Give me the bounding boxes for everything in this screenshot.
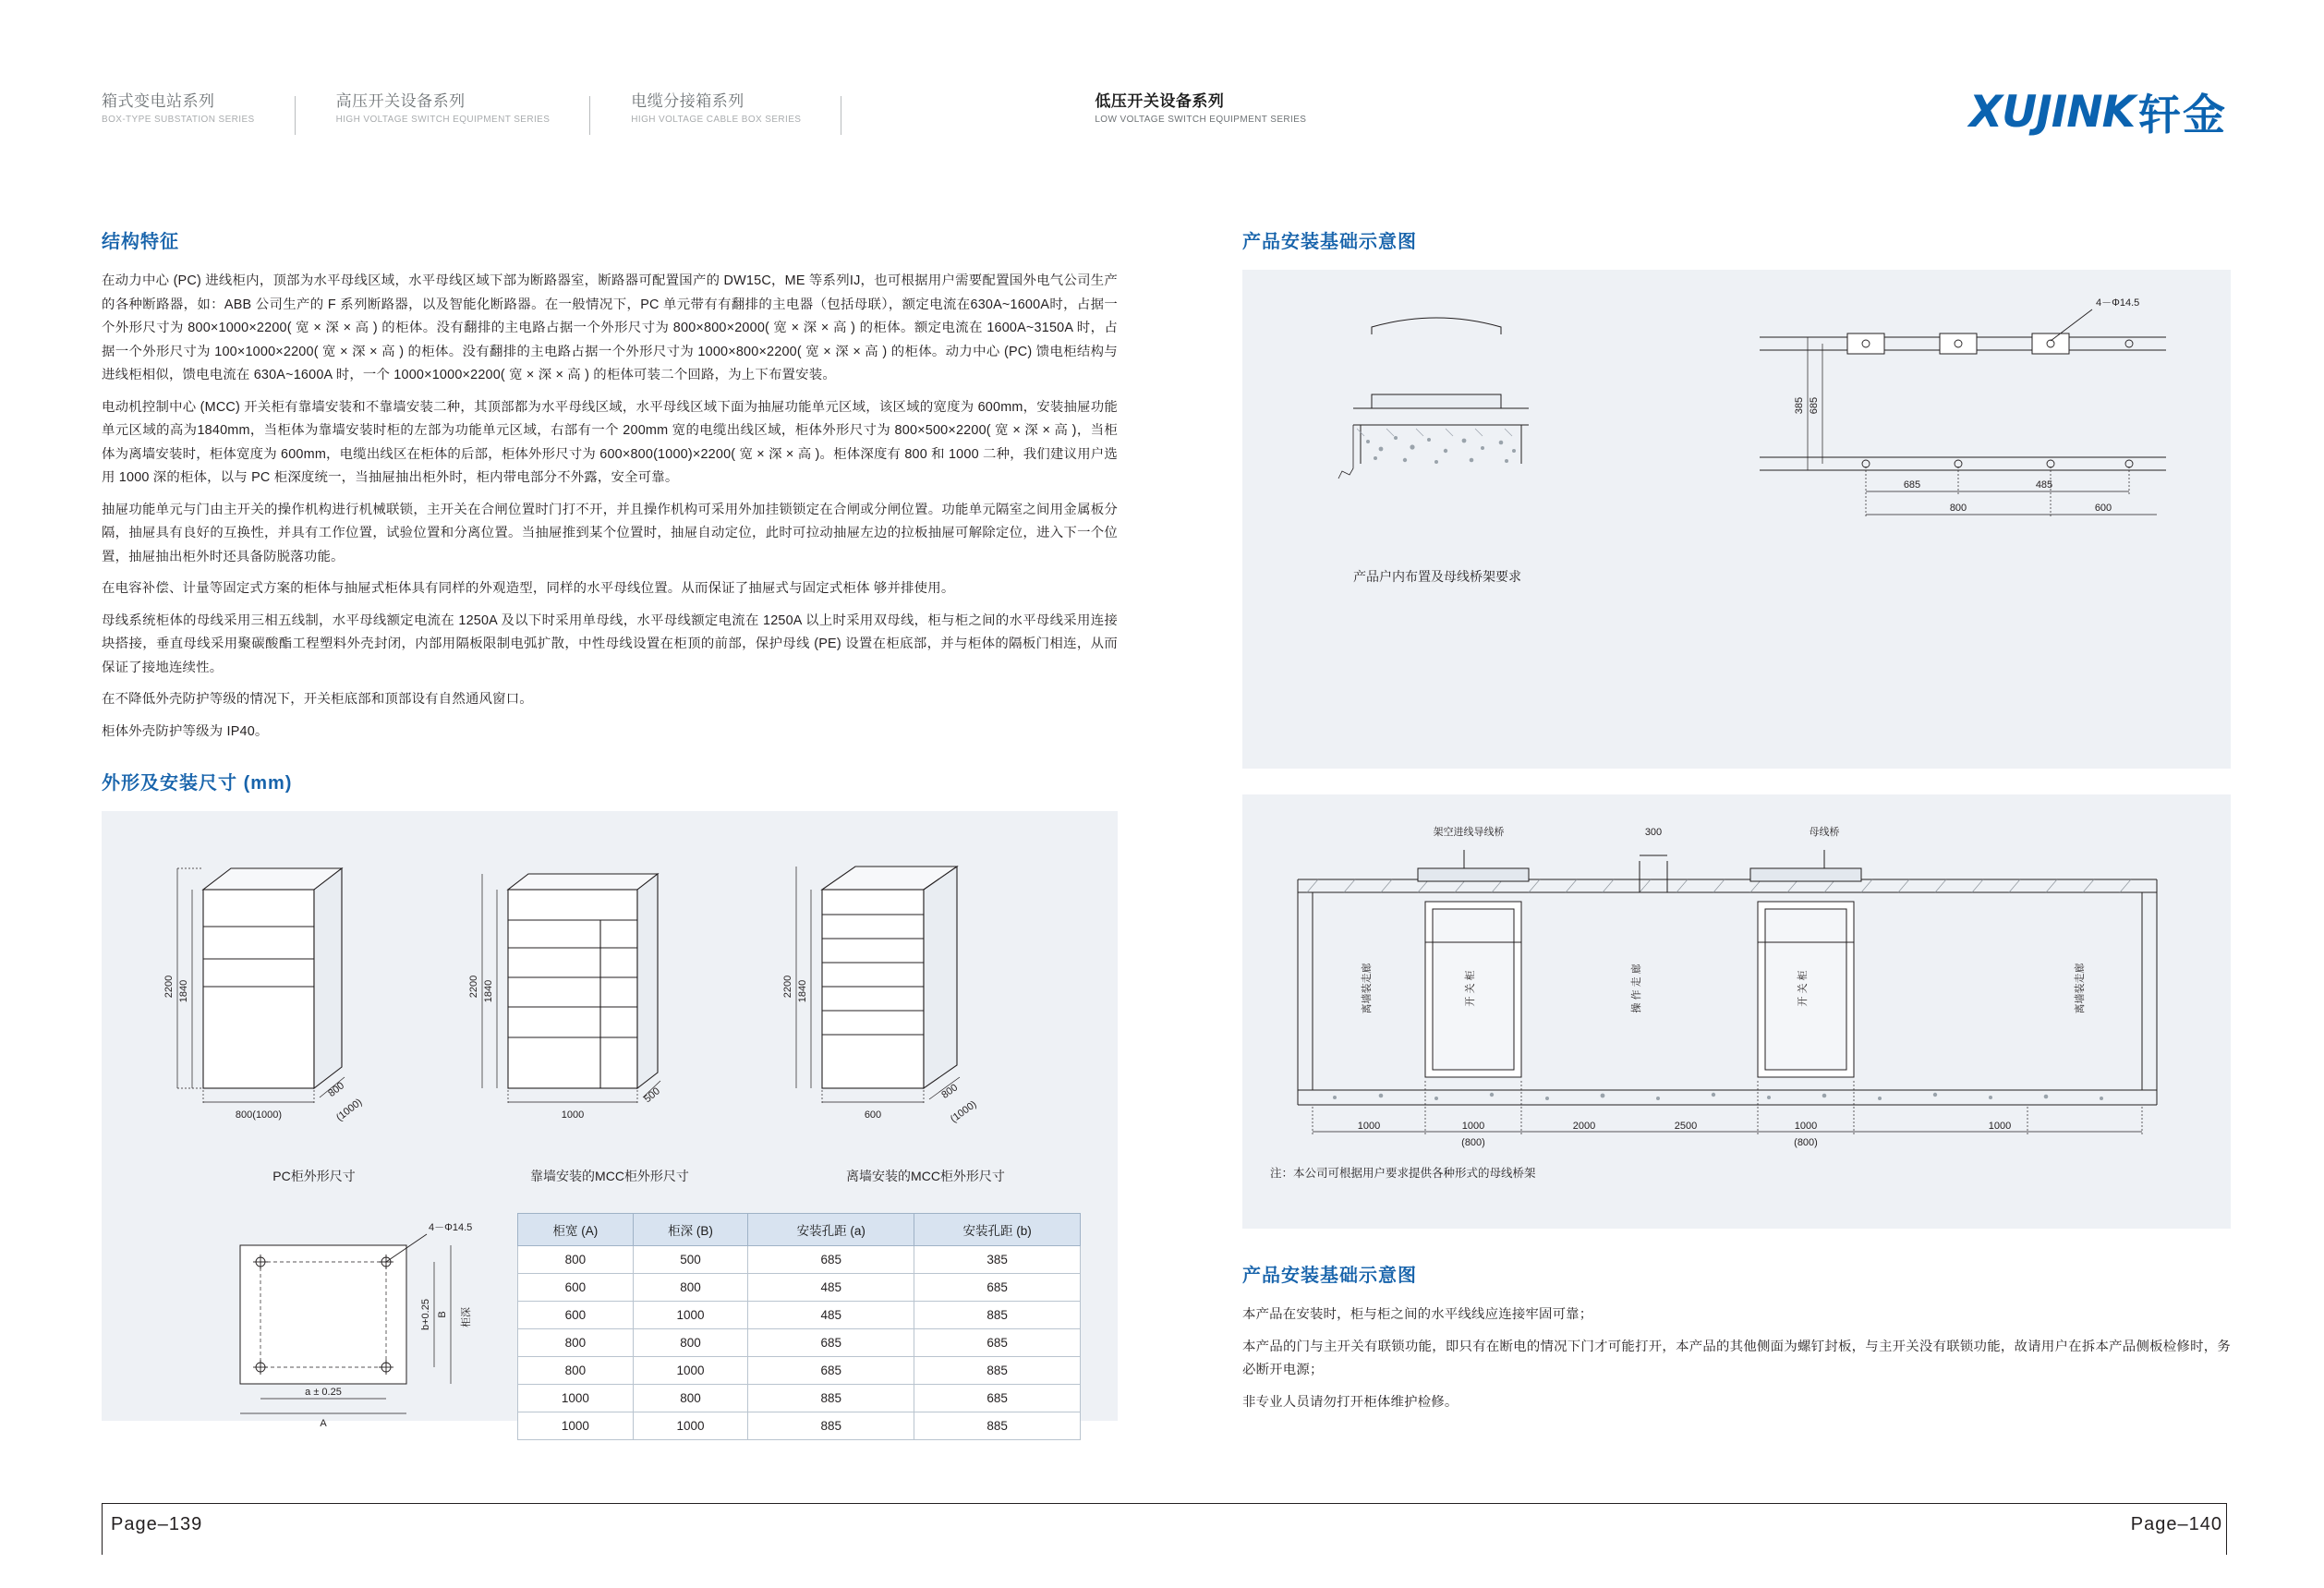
mcc-free-height-inner: 1840 [797,979,808,1003]
layout-label-overhead-bridge: 架空进线导线桥 [1433,827,1505,838]
table-cell: 1000 [633,1357,748,1385]
base-dim-depth-cn: 柜深 [461,1307,472,1327]
table-cell: 685 [748,1329,914,1357]
pc-depth: 800 [326,1080,347,1100]
table-cell: 1000 [633,1412,748,1440]
header-tab-label-cn: 箱式变电站系列 [102,92,215,110]
layout-label-corridor-right: 离墙装走廊 [2075,963,2086,1014]
table-cell: 1000 [518,1385,634,1412]
header-tab-cable-box[interactable] [631,92,841,127]
table-cell: 885 [748,1385,914,1412]
paragraph: 柜体外壳防护等级为 IP40。 [102,723,269,739]
footer-tick-left [102,1504,103,1555]
table-header-cell: 安装孔距 (b) [914,1214,1081,1246]
header-tab-label-en: HIGH VOLTAGE CABLE BOX SERIES [631,115,802,125]
header-tab-label-cn: 电缆分接箱系列 [631,92,744,110]
room-layout-panel [1242,794,2231,1229]
header-tab-label-en: LOW VOLTAGE SWITCH EQUIPMENT SERIES [1095,115,1307,125]
dimension-table [517,1213,1081,1440]
table-cell: 500 [633,1246,748,1274]
foundation-dim-v1: 685 [1809,396,1820,415]
foundation-section-caption: 产品户内布置及母线桥架要求 [1353,569,1521,584]
foundation-dim-v2: 385 [1794,396,1805,415]
foundation-plan-drawing [1723,293,2203,579]
table-row [518,1329,1081,1357]
page-number-right: Page–140 [2130,1514,2222,1534]
mcc-free-depth-alt: (1000) [948,1098,979,1125]
paragraph: 抽屉功能单元与门由主开关的操作机构进行机械联锁，主开关在合闸位置时门打不开，并且操作机构可采用外加挂锁锁定在合闸或分闸位置。功能单元隔室之间用金属板分隔，抽屉具有良好的互换性，并具有工作位置，试验位置和分离位置。当抽屉推到某个位置时，抽屉自动定位，此时可拉动抽屉左边的拉板抽屉可解除定位，进入下一个位置，抽屉抽出柜外时还具备防脱落功能。 [102,502,1118,564]
table-cell: 385 [914,1246,1081,1274]
table-row [518,1246,1081,1274]
paragraph: 在不降低外壳防护等级的情况下，开关柜底部和顶部设有自然通风窗口。 [102,692,533,707]
section-title-structure: 结构特征 [102,232,179,252]
paragraph: 非专业人员请勿打开柜体维护检修。 [1242,1394,1459,1410]
page-number-left: Page–139 [111,1514,203,1534]
header-tab-label-cn: 低压开关设备系列 [1095,92,1225,110]
brand-logo-cn: 轩金 [2138,91,2227,139]
table-cell: 685 [748,1357,914,1385]
section-title-dimensions [102,768,1118,794]
mcc-free-width: 600 [864,1109,882,1121]
paragraph: 在动力中心 (PC) 进线柜内，顶部为水平母线区域，水平母线区域下部为断路器室，断路器可配置国产的 DW15C，ME 等系列IJ，也可根据用户需要配置国外电气公司生产的各种断路器，如：ABB 公司生产的 F 系列断路器，以及智能化断路器。在一般情况下，PC 单元带有有翻排的主电器（包括母联），额定电流在630A~1600A时，占据一个外形尺寸为 800×1000×2200( 宽 × 深 × 高 ) 的柜体。没有翻排的主电路占据一个外形尺寸为 800×800×2000( 宽 × 深 × 高 ) 的柜体。额定电流在 1600A~3150A 时，占据一个外形尺寸为 100×1000×2200( 宽 × 深 × 高 ) 的柜体。没有翻排的主电路占据一个外形尺寸为 1000×800×2200( 宽 × 深 × 高 ) 的柜体。动力中心 (PC) 馈电柜结构与进线柜相似，馈电电流在 630A~1600A 时，一个 1000×1000×2200( 宽 × 深 × 高 ) 的柜体可装二个回路，为上下布置安装。 [102,273,1118,382]
pc-depth-alt: (1000) [333,1097,365,1124]
table-header-cell: 安装孔距 (a) [748,1214,914,1246]
layout-label-operation-corridor: 操 作 走 廊 [1631,964,1642,1013]
mcc-wall-width: 1000 [561,1109,585,1121]
table-cell: 600 [518,1302,634,1329]
foundation-dim-h2: 485 [2035,479,2053,491]
pc-height-inner: 1840 [178,979,189,1003]
right-column [1242,226,2231,1423]
layout-note: 注：本公司可根据用户要求提供各种形式的母线桥架 [1270,1167,1536,1180]
table-cell: 685 [914,1329,1081,1357]
header-tab-lv-switch[interactable] [1095,92,1347,127]
table-header-row [518,1214,1081,1246]
table-cell: 485 [748,1302,914,1329]
paragraph: 母线系统柜体的母线采用三相五线制，水平母线额定电流在 1250A 及以下时采用单母线，水平母线额定电流在 1250A 以上时采用双母线，柜与柜之间的水平母线采用连接块搭接，垂直母线采用聚碳酸酯工程塑料外壳封闭，内部用隔板限制电弧扩散，中性母线设置在柜顶的前部，保护母线 (PE) 设置在柜底部，并与柜体的隔板门相连，从而保证了接地连续性。 [102,612,1118,675]
foundation-hole-label: 4－Φ14.5 [2096,297,2140,309]
foundation-dim-h1: 685 [1903,479,1921,491]
section-title-installation: 产品安装基础示意图 [1242,1266,1417,1286]
layout-label-switchgear-left: 开 关 柜 [1465,970,1476,1007]
table-cell: 800 [518,1329,634,1357]
paragraph: 本产品的门与主开关有联锁功能，即只有在断电的情况下门才可能打开，本产品的其他侧面为螺钉封板，与主开关没有联锁功能，故请用户在拆本产品侧板检修时，务必断开电源； [1242,1339,2231,1377]
header-tab-label-en: BOX-TYPE SUBSTATION SERIES [102,115,255,125]
base-dim-b-tol: b+0.25 [420,1299,431,1330]
table-cell: 485 [748,1274,914,1302]
header-tab-label-cn: 高压开关设备系列 [335,92,466,110]
layout-label-300: 300 [1644,827,1663,838]
table-cell: 800 [518,1246,634,1274]
layout-dim-1: 1000 [1357,1121,1381,1132]
pc-cabinet-caption: PC柜外形尺寸 [272,1169,356,1183]
base-hole-label: 4－Φ14.5 [429,1222,473,1233]
brand-logo-latin: XUJINK [1968,86,2135,138]
table-cell: 885 [748,1412,914,1440]
page-footer [0,1477,2324,1588]
layout-dim-3: 2000 [1572,1121,1596,1132]
layout-dim-4: 2500 [1674,1121,1698,1132]
table-header-cell: 柜宽 (A) [518,1214,634,1246]
base-hole-plan-drawing [212,1218,508,1439]
section-title-dimensions-unit: (mm) [243,773,293,794]
foundation-dim-h4: 600 [2094,503,2112,514]
header-tab-box-substation[interactable] [102,92,296,127]
mcc-free-cabinet-caption: 离墙安装的MCC柜外形尺寸 [846,1169,1005,1183]
table-cell: 885 [914,1412,1081,1440]
paragraph: 在电容补偿、计量等固定式方案的柜体与抽屉式柜体具有同样的外观造型，同样的水平母线位置。从而保证了抽屉式与固定式柜体 够并排使用。 [102,581,955,596]
table-cell: 800 [633,1385,748,1412]
mcc-free-depth: 800 [939,1082,961,1101]
section-title-foundation: 产品安装基础示意图 [1242,232,1417,252]
layout-label-switchgear-right: 开 关 柜 [1797,970,1809,1007]
foundation-drawing-panel [1242,270,2231,769]
table-cell: 885 [914,1302,1081,1329]
table-row [518,1357,1081,1385]
dimension-drawings-panel [102,811,1118,1433]
foundation-dim-h3: 800 [1949,503,1967,514]
table-cell: 800 [633,1329,748,1357]
section-title-dimensions-text: 外形及安装尺寸 [102,773,237,794]
mcc-wall-depth: 500 [642,1085,662,1106]
mcc-free-cabinet-drawing [776,848,1090,1153]
pc-cabinet-drawing [157,848,462,1153]
layout-label-corridor-left: 离墙装走廊 [1362,963,1373,1014]
table-cell: 600 [518,1274,634,1302]
table-cell: 885 [914,1357,1081,1385]
table-row [518,1412,1081,1440]
left-column [102,226,1118,1433]
layout-dim-2: 1000 [1461,1121,1485,1132]
layout-dim-2-sub: (800) [1461,1137,1485,1148]
footer-divider [102,1503,2227,1504]
table-row [518,1274,1081,1302]
mcc-wall-cabinet-drawing [462,848,767,1153]
mcc-free-height-total: 2200 [782,975,793,999]
footer-tick-right [2226,1504,2227,1555]
table-cell: 1000 [633,1302,748,1329]
table-header-cell: 柜深 (B) [633,1214,748,1246]
layout-dim-6: 1000 [1988,1121,2012,1132]
mcc-wall-height-total: 2200 [468,975,479,999]
layout-label-bus-bridge: 母线桥 [1809,827,1840,838]
table-cell: 800 [633,1274,748,1302]
layout-dim-5-sub: (800) [1794,1137,1818,1148]
pc-width: 800(1000) [235,1109,283,1121]
page-header [0,0,2324,157]
layout-dim-5: 1000 [1794,1121,1818,1132]
pc-height-total: 2200 [163,975,175,999]
base-dim-A: A [320,1418,327,1429]
table-cell: 685 [748,1246,914,1274]
foundation-section-drawing [1316,307,1704,584]
table-cell: 1000 [518,1412,634,1440]
paragraph: 电动机控制中心 (MCC) 开关柜有靠墙安装和不靠墙安装二种，其顶部都为水平母线区域，水平母线区域下面为抽屉功能单元区域，该区域的宽度为 600mm，安装抽屉功能单元区域的高为1840mm，当柜体为靠墙安装时柜的左部为功能单元区域，右部有一个 200mm 宽的电缆出线区域，柜体外形尺寸为 800×500×2200( 宽 × 深 × 高 )，当柜体为离墙安装时，柜体宽度为 600mm，电缆出线区在柜体的后部，柜体外形尺寸为 600×800(1000)×2200( 宽 × 深 × 高 )。柜体深度有 800 和 1000 二种，我们建议用户选用 1000 深的柜体，以与 PC 柜深度统一，当抽屉抽出柜外时，柜内带电部分不外露，安全可靠。 [102,399,1118,485]
header-tab-hv-switch[interactable] [336,92,591,127]
table-row [518,1302,1081,1329]
table-cell: 685 [914,1385,1081,1412]
table-cell: 685 [914,1274,1081,1302]
room-layout-drawing [1270,813,2203,1182]
base-dim-a-tol: a ± 0.25 [305,1387,342,1398]
header-tab-list [102,92,1387,127]
header-tab-label-en: HIGH VOLTAGE SWITCH EQUIPMENT SERIES [335,115,551,125]
table-cell: 800 [518,1357,634,1385]
mcc-wall-cabinet-caption: 靠墙安装的MCC柜外形尺寸 [530,1169,689,1183]
base-dim-B: B [437,1311,448,1318]
table-row [518,1385,1081,1412]
mcc-wall-height-inner: 1840 [483,979,494,1003]
paragraph: 本产品在安装时，柜与柜之间的水平线线应连接牢固可靠； [1242,1307,1593,1322]
brand-logo [1969,81,2227,142]
